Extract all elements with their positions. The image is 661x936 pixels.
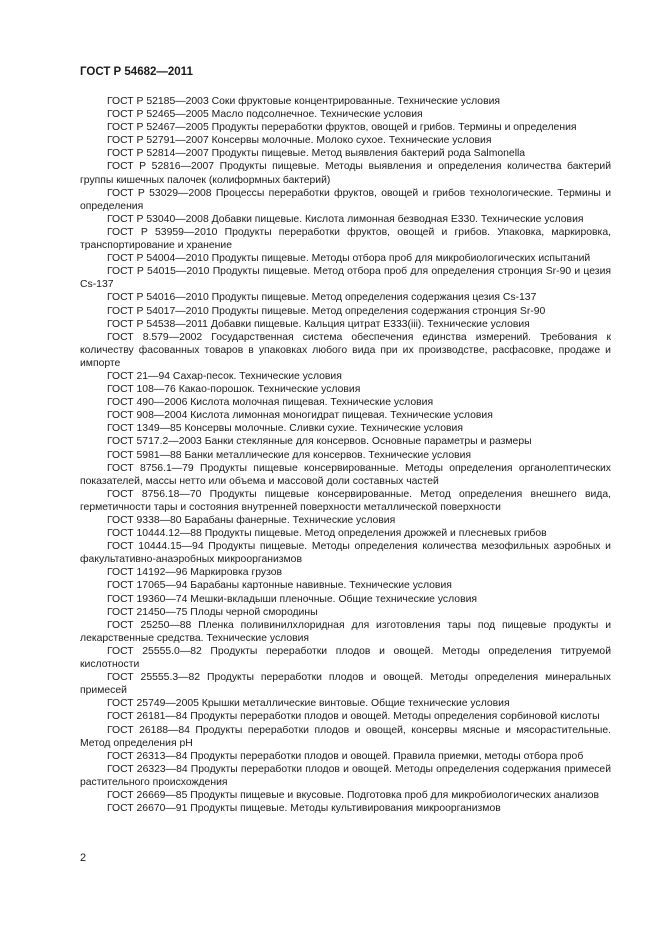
document-header: ГОСТ Р 54682—2011 (80, 66, 193, 78)
reference-item: ГОСТ 8.579—2002 Государственная система обеспечения единства измерений. Требования к количеству фасованных товаров в упаковках любого вида при их производстве, расфасовке, продаже и импорте (80, 331, 611, 369)
reference-item: ГОСТ 21450—75 Плоды черной смородины (107, 606, 318, 618)
reference-item: ГОСТ 490—2006 Кислота молочная пищевая. Технические условия (107, 397, 434, 409)
reference-item: ГОСТ 10444.12—88 Продукты пищевые. Метод определения дрожжей и плесневых грибов (107, 528, 547, 540)
reference-item: ГОСТ 26188—84 Продукты переработки плодов и овощей, консервы мясные и мясорастительные. Метод определения pH (80, 724, 611, 749)
reference-item: ГОСТ 908—2004 Кислота лимонная моногидрат пищевая. Технические условия (107, 410, 493, 422)
reference-item: ГОСТ Р 52816—2007 Продукты пищевые. Методы выявления и определения количества бактерий группы кишечных палочек (колиформных бактерий) (80, 161, 611, 186)
reference-item: ГОСТ 25555.3—82 Продукты переработки плодов и овощей. Методы определения минеральных примесей (80, 672, 611, 697)
page-number: 2 (80, 852, 87, 864)
reference-item: ГОСТ Р 54538—2011 Добавки пищевые. Кальция цитрат Е333(iii). Технические условия (107, 318, 530, 330)
reference-list (80, 95, 611, 815)
reference-item: ГОСТ 25250—88 Пленка поливинилхлоридная для изготовления тары под пищевые продукты и лекарственные средства. Технические условия (80, 619, 611, 644)
reference-item: ГОСТ 25749—2005 Крышки металлические винтовые. Общие технические условия (107, 698, 510, 710)
reference-item: ГОСТ Р 54015—2010 Продукты пищевые. Метод отбора проб для определения стронция Sr-90 и цезия Cs-137 (80, 266, 611, 291)
reference-item: ГОСТ 1349—85 Консервы молочные. Сливки сухие. Технические условия (107, 423, 463, 435)
reference-item: ГОСТ 5717.2—2003 Банки стеклянные для консервов. Основные параметры и размеры (107, 436, 532, 448)
reference-item: ГОСТ Р 52467—2005 Продукты переработки фруктов, овощей и грибов. Термины и определения (107, 122, 577, 134)
reference-item: ГОСТ 19360—74 Мешки-вкладыши пленочные. Общие технические условия (107, 593, 478, 605)
reference-item: ГОСТ 5981—88 Банки металлические для консервов. Технические условия (107, 449, 472, 461)
reference-item: ГОСТ 14192—96 Маркировка грузов (107, 567, 283, 579)
reference-item: ГОСТ 26670—91 Продукты пищевые. Методы культивирования микроорганизмов (107, 803, 501, 815)
reference-item: ГОСТ Р 52465—2005 Масло подсолнечное. Технические условия (107, 109, 423, 121)
reference-item: ГОСТ Р 54017—2010 Продукты пищевые. Метод определения содержания стронция Sr-90 (107, 305, 546, 317)
reference-item: ГОСТ 10444.15—94 Продукты пищевые. Методы определения количества мезофильных аэробных и факультативно-анаэробных микроорганизмов (80, 541, 611, 566)
reference-item: ГОСТ 25555.0—82 Продукты переработки плодов и овощей. Методы определения титруемой кислотности (80, 645, 611, 671)
reference-item: ГОСТ Р 54016—2010 Продукты пищевые. Метод определения содержания цезия Cs-137 (107, 292, 537, 304)
reference-item: ГОСТ Р 53029—2008 Процессы переработки фруктов, овощей и грибов технологические. Термины и определения (80, 187, 611, 212)
reference-item: ГОСТ 21—94 Сахар-песок. Технические условия (107, 370, 342, 382)
reference-item: ГОСТ 8756.18—70 Продукты пищевые консервированные. Метод определения внешнего вида, герметичности тары и состояния внутренней поверхности металлической поверхности (80, 488, 611, 513)
reference-item: ГОСТ Р 53959—2010 Продукты переработки фруктов, овощей и грибов. Упаковка, маркировка, транспортирование и хранение (80, 226, 611, 252)
reference-item: ГОСТ 9338—80 Барабаны фанерные. Технические условия (107, 515, 396, 526)
reference-item: ГОСТ Р 54004—2010 Продукты пищевые. Методы отбора проб для микробиологических испытаний (107, 253, 591, 265)
reference-item: ГОСТ Р 52814—2007 Продукты пищевые. Метод выявления бактерий рода Salmonella (107, 148, 526, 160)
reference-item: ГОСТ 17065—94 Барабаны картонные навивные. Технические условия (107, 580, 452, 592)
reference-item: ГОСТ Р 53040—2008 Добавки пищевые. Кислота лимонная безводная Е330. Технические условия (107, 213, 584, 225)
reference-item: ГОСТ 108—76 Какао-порошок. Технические условия (107, 384, 361, 396)
reference-item: ГОСТ 8756.1—79 Продукты пищевые консервированные. Методы определения органолептических показателей, массы нетто или объема и массовой доли составных частей (80, 462, 611, 487)
reference-item: ГОСТ 26669—85 Продукты пищевые и вкусовые. Подготовка проб для микробиологических анализов (107, 789, 600, 801)
reference-item: ГОСТ 26323—84 Продукты переработки плодов и овощей. Методы определения содержания примесей растительного происхождения (80, 763, 611, 788)
reference-item: ГОСТ 26181—84 Продукты переработки плодов и овощей. Методы определения сорбиновой кислоты (107, 711, 600, 723)
reference-item: ГОСТ Р 52791—2007 Консервы молочные. Молоко сухое. Технические условия (107, 135, 492, 147)
reference-item: ГОСТ 26313—84 Продукты переработки плодов и овощей. Правила приемки, методы отбора проб (107, 750, 584, 762)
reference-item: ГОСТ Р 52185—2003 Соки фруктовые концентрированные. Технические условия (107, 96, 501, 107)
